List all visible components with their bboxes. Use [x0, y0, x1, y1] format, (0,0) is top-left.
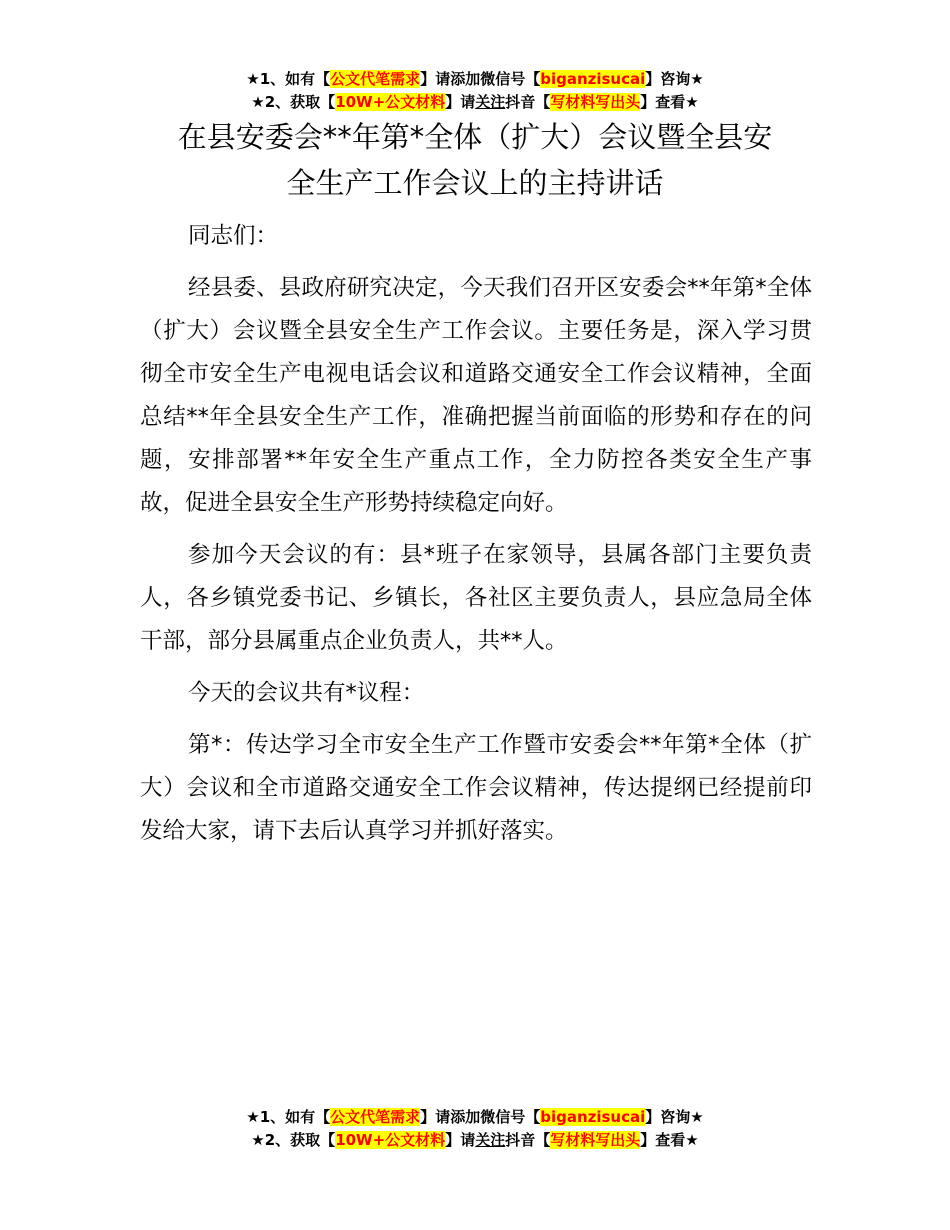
banner-line-1	[0, 1106, 950, 1129]
paragraph-agenda-item-1: 第*：传达学习全市安全生产工作暨市安委会**年第*全体（扩大）会议和全市道路交通安全工作会议精神，传达提纲已经提前印发给大家，请下去后认真学习并抓好落实。	[140, 732, 812, 844]
document-body	[140, 215, 812, 862]
highlight-douyin-account: 写材料写出头	[550, 93, 641, 111]
banner-text: ★2、获取【	[251, 93, 336, 111]
title-line-2: 全生产工作会议上的主持讲话	[286, 166, 664, 200]
banner-text: 】查看★	[640, 1131, 699, 1149]
highlight-materials: 10W+公文材料	[335, 93, 446, 111]
banner-text: 】请添加微信号【	[420, 1108, 541, 1126]
highlight-wechat-id: biganzisucai	[540, 1108, 646, 1126]
highlight-wechat-id: biganzisucai	[540, 70, 646, 88]
underlined-follow: 关注	[475, 93, 506, 111]
highlight-service: 公文代笔需求	[330, 1108, 421, 1126]
paragraph-agenda-intro: 今天的会议共有*议程：	[188, 680, 425, 706]
banner-text: 】咨询★	[645, 1108, 704, 1126]
banner-text: ★1、如有【	[246, 70, 331, 88]
banner-line-2	[0, 91, 950, 114]
banner-line-1	[0, 68, 950, 91]
footer-banner	[0, 1106, 950, 1152]
banner-text: 抖音【	[505, 93, 551, 111]
banner-text: 】咨询★	[645, 70, 704, 88]
title-line-1: 在县安委会**年第*全体（扩大）会议暨全县安	[177, 120, 773, 154]
underlined-follow: 关注	[475, 1131, 506, 1149]
paragraph-attendees: 参加今天会议的有：县*班子在家领导，县属各部门主要负责人，各乡镇党委书记、乡镇长，各社区主要负责人，县应急局全体干部，部分县属重点企业负责人，共**人。	[140, 542, 812, 654]
document-title	[130, 114, 820, 206]
banner-text: ★2、获取【	[251, 1131, 336, 1149]
header-banner	[0, 68, 950, 114]
highlight-service: 公文代笔需求	[330, 70, 421, 88]
banner-text: ★1、如有【	[246, 1108, 331, 1126]
paragraph-salutation: 同志们：	[188, 223, 279, 249]
banner-text: 】请添加微信号【	[420, 70, 541, 88]
highlight-materials: 10W+公文材料	[335, 1131, 446, 1149]
banner-text: 】请	[445, 1131, 476, 1149]
banner-text: 】查看★	[640, 93, 699, 111]
banner-text: 抖音【	[505, 1131, 551, 1149]
banner-line-2	[0, 1129, 950, 1152]
banner-text: 】请	[445, 93, 476, 111]
paragraph-purpose: 经县委、县政府研究决定，今天我们召开区安委会**年第*全体（扩大）会议暨全县安全生产工作会议。主要任务是，深入学习贯彻全市安全生产电视电话会议和道路交通安全工作会议精神，全面总结**年全县安全生产工作，准确把握当前面临的形势和存在的问题，安排部署**年安全生产重点工作，全力防控各类安全生产事故，促进全县安全生产形势持续稳定向好。	[140, 275, 812, 516]
highlight-douyin-account: 写材料写出头	[550, 1131, 641, 1149]
